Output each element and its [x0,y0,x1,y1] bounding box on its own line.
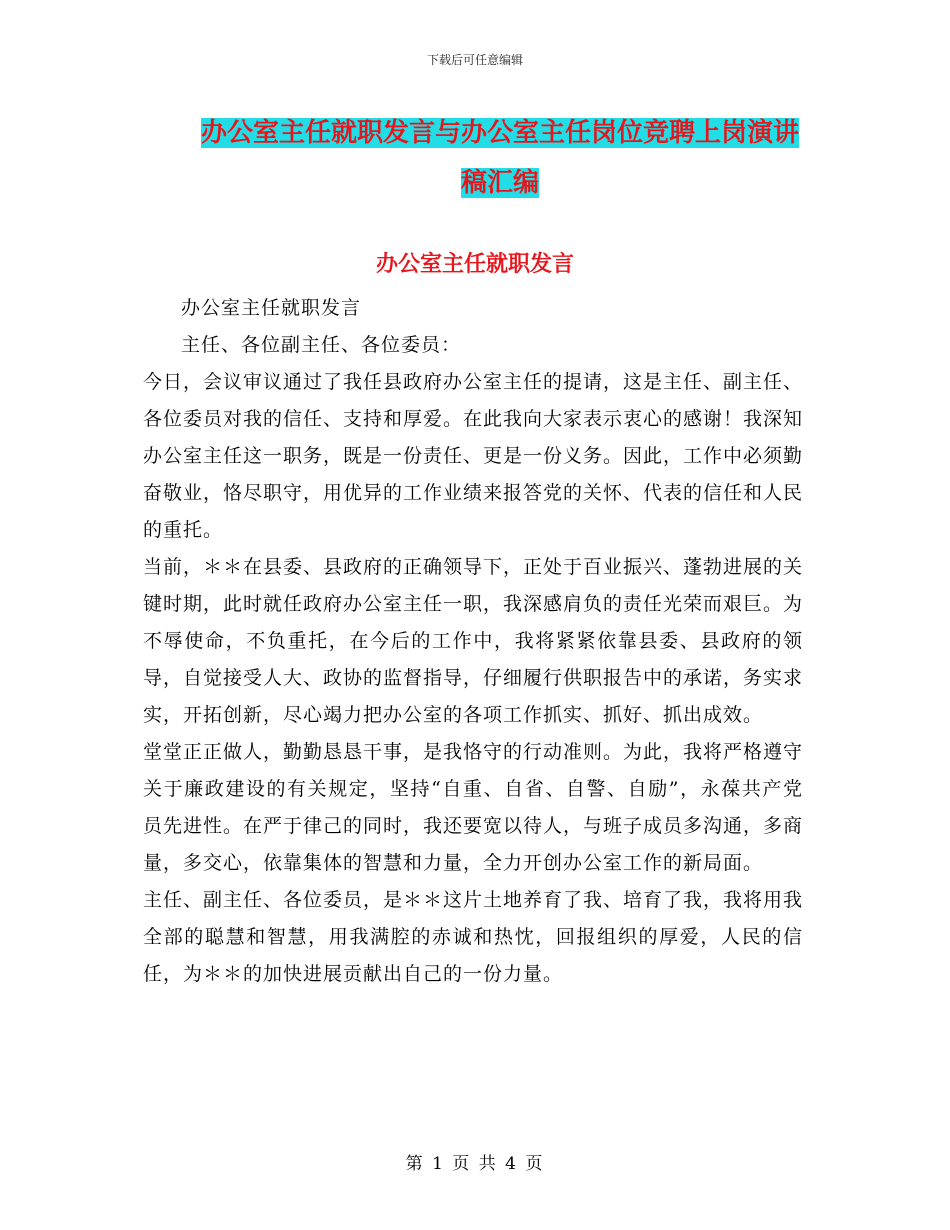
page-number: 第 1 页 共 4 页 [405,1154,545,1174]
paragraph-4: 主任、副主任、各位委员，是＊＊这片土地养育了我、培育了我，我将用我全部的聪慧和智慧，用我满腔的赤诚和热忱，回报组织的厚爱，人民的信任，为＊＊的加快进展贡献出自己的一份力量。 [143,889,804,985]
speech-heading: 办公室主任就职发言 [181,297,362,319]
document-title-line-2: 稿汇编 [460,168,539,198]
salutation: 主任、各位副主任、各位委员： [181,334,462,356]
document-title-line-1: 办公室主任就职发言与办公室主任岗位竞聘上岗演讲 [200,118,799,148]
paragraph-2: 当前，＊＊在县委、县政府的正确领导下，正处于百业振兴、蓬勃进展的关键时期，此时就任政府办公室主任一职，我深感肩负的责任光荣而艰巨。为不辱使命，不负重托，在今后的工作中，我将紧紧依靠县委、县政府的领导，自觉接受人大、政协的监督指导，仔细履行供职报告中的承诺，务实求实，开拓创新，尽心竭力把办公室的各项工作抓实、抓好、抓出成效。 [143,556,804,726]
paragraph-3: 堂堂正正做人，勤勤恳恳干事，是我恪守的行动准则。为此，我将严格遵守关于廉政建设的有关规定，坚持“自重、自省、自警、自励”，永葆共产党员先进性。在严于律己的同时，我还要宽以待人，与班子成员多沟通，多商量，多交心，依靠集体的智慧和力量，全力开创办公室工作的新局面。 [143,741,804,874]
paragraph-1: 今日，会议审议通过了我任县政府办公室主任的提请，这是主任、副主任、各位委员对我的信任、支持和厚爱。在此我向大家表示衷心的感谢！我深知办公室主任这一职务，既是一份责任、更是一份义务。因此，工作中必须勤奋敬业，恪尽职守，用优异的工作业绩来报答党的关怀、代表的信任和人民的重托。 [143,371,804,541]
document-body [143,290,803,993]
section-title: 办公室主任就职发言 [375,251,574,277]
document-title [150,108,850,208]
page-header-note: 下载后可任意编辑 [426,53,523,67]
